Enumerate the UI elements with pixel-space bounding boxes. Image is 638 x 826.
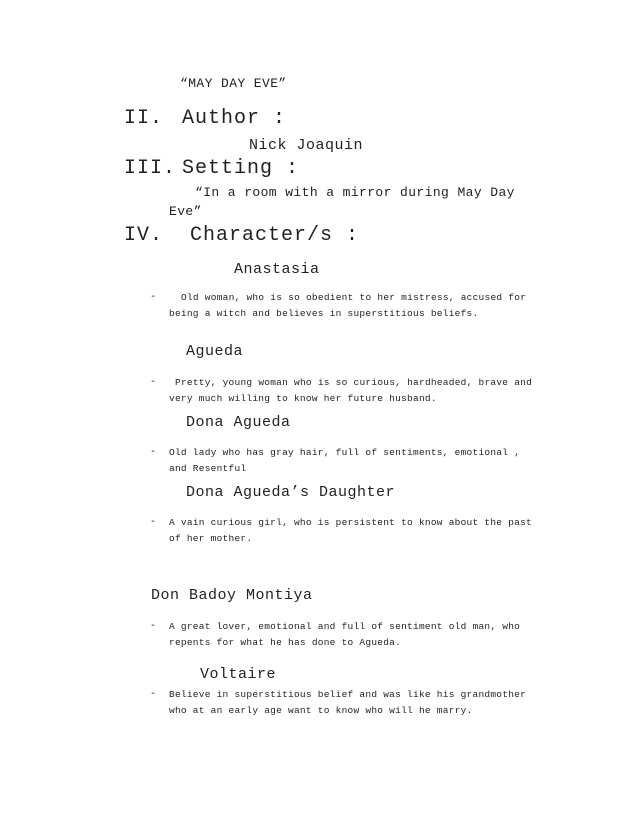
setting-heading: Setting : (182, 157, 300, 180)
character-name-anastasia: Anastasia (234, 261, 320, 278)
character-description-line: A vain curious girl, who is persistent to know about the past (169, 517, 533, 528)
author-heading-numeral: II. (124, 107, 164, 130)
character-description-line: very much willing to know her future husband. (169, 393, 437, 404)
character-description-line: Old lady who has gray hair, full of sentiments, emotional , (169, 447, 521, 458)
character-name-voltaire: Voltaire (200, 666, 277, 683)
character-description-line: A great lover, emotional and full of sentiment old man, who (169, 621, 521, 632)
character-description-line: Pretty, young woman who is so curious, hardheaded, brave and (175, 377, 533, 388)
bullet-dash: - (150, 689, 157, 700)
character-description-line: who at an early age want to know who will he marry. (169, 705, 473, 716)
setting-line-1: “In a room with a mirror during May Day (195, 185, 515, 200)
character-description-line: Believe in superstitious belief and was like his grandmother (169, 689, 527, 700)
bullet-dash: - (150, 447, 157, 458)
setting-line-2: Eve” (169, 204, 202, 219)
bullet-dash: - (150, 517, 157, 528)
character-description-line: repents for what he has done to Agueda. (169, 637, 402, 648)
author-name: Nick Joaquin (249, 137, 364, 154)
setting-heading-numeral: III. (124, 157, 177, 180)
character-description-line: being a witch and believes in superstitious beliefs. (169, 308, 479, 319)
bullet-dash: - (150, 292, 157, 303)
character-name-agueda: Agueda (186, 343, 244, 360)
play-title: “MAY DAY EVE” (180, 76, 287, 91)
bullet-dash: - (150, 377, 157, 388)
character-name-don-badoy-montiya: Don Badoy Montiya (151, 587, 313, 604)
character-name-dona-aguedas-daughter: Dona Agueda’s Daughter (186, 484, 396, 501)
character-description-line: Old woman, who is so obedient to her mistress, accused for (181, 292, 527, 303)
author-heading: Author : (182, 107, 287, 130)
characters-heading-numeral: IV. (124, 224, 164, 247)
bullet-dash: - (150, 621, 157, 632)
character-description-line: of her mother. (169, 533, 253, 544)
characters-heading: Character/s : (190, 224, 360, 247)
character-name-dona-agueda: Dona Agueda (186, 414, 291, 431)
character-description-line: and Resentful (169, 463, 247, 474)
